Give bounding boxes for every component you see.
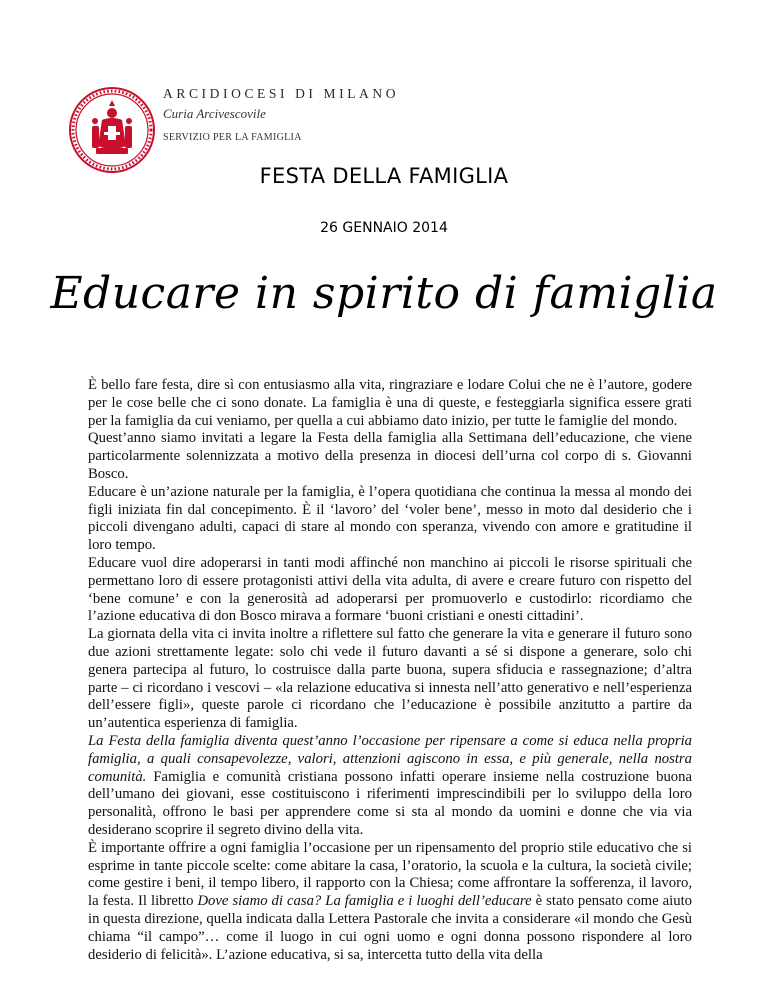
booklet-title: Dove siamo di casa? La famiglia e i luoghi dell’educare [197,893,532,910]
italic-passage: La Festa della famiglia diventa quest’anno l’occasione per ripensare a come si educa nella propria famiglia, a quali consapevolezze, valori, attenzioni agiscono in essa, e più generale, nella nostra comunità. [88,732,692,785]
text-run: Famiglia e comunità cristiana possono infatti operare insieme nella costruzione buona dell’umano dei giovani, esse costituiscono i riferimenti imprescindibili per lo sviluppo della loro personalità, offrono le basi per apprendere come si sta al mondo da uomini e donne che via via desiderano scoprire il segreto divino della vita. [88,768,692,838]
diocese-seal-icon [68,86,156,174]
paragraph [88,840,692,965]
paragraph: La giornata della vita ci invita inoltre a riflettere sul fatto che generare la vita e generare il futuro sono due azioni strettamente legate: solo chi vede il futuro davanti a sé si dispone a generare, solo chi genera partecipa al futuro, lo costruisce dalla parte buona, supera sfiducia e rassegnazione; d’altra parte – ci ricordano i vescovi – «la relazione educativa si innesta nell’atto generativo e nell’esperienza dell’essere figli», queste parole ci ricordano che l’educazione è possibile anzitutto a partire da un’autentica esperienza di famiglia. [88,626,692,732]
paragraph: Educare è un’azione naturale per la famiglia, è l’opera quotidiana che continua la messa al mondo dei figli iniziata fin dal concepimento. È il ‘lavoro’ del ‘voler bene’, messo in moto dal desiderio che i piccoli divengano adulti, capaci di stare al mondo con speranza, vivendo con amore e gratitudine il loro tempo. [88,483,692,554]
service-name: SERVIZIO PER LA FAMIGLIA [163,132,302,143]
paragraph: È bello fare festa, dire sì con entusiasmo alla vita, ringraziare e lodare Colui che ne è l’autore, godere per le cose belle che ci sono donate. La famiglia è una di queste, e festeggiarla significa essere grati per la famiglia da cui veniamo, per quella a cui abbiamo dato inizio, per tutte le famiglie del mondo. [88,377,692,429]
organization-header [163,86,399,143]
organization-subtitle: Curia Arcivescovile [163,106,266,121]
text-run: È importante offrire a ogni famiglia l’occasione per un ripensamento del proprio stile educativo che si esprime in tante piccole scelte: come abitare la casa, l’oratorio, la scuola e la cultura, la società civile; come gestire i beni, il tempo libero, il rapporto con la Chiesa; come affrontare la sofferenza, il lavoro, la festa. Il libretto [88,839,692,910]
body-text [88,377,692,964]
event-date: 26 GENNAIO 2014 [320,220,448,236]
event-title: FESTA DELLA FAMIGLIA [259,164,509,188]
paragraph [88,733,692,840]
paragraph: Quest’anno siamo invitati a legare la Festa della famiglia alla Settimana dell’educazione, che viene particolarmente solennizzata a motivo della presenza in diocesi dell’urna col corpo di s. Giovanni Bosco. [88,430,692,482]
organization-name: ARCIDIOCESI DI MILANO [163,86,400,101]
main-title: Educare in spirito di famiglia [50,268,718,319]
text-run: è stato pensato come aiuto in questa direzione, quella indicata dalla Lettera Pastorale che invita a considerare «il mondo che Gesù chiama “il campo”… come il luogo in cui ogni uomo e ogni donna possono rispondere al loro desiderio di felicità». L’azione educativa, si sa, intercetta tutto della vita della [88,893,692,963]
paragraph: Educare vuol dire adoperarsi in tanti modi affinché non manchino ai piccoli le risorse spirituali che permettano loro di essere protagonisti attivi della vita adulta, di avere e creare futuro con rispetto del ‘bene comune’ e con la generosità ad adoperarsi per promuoverlo e custodirlo: ricordiamo che l’azione educativa di don Bosco mirava a formare ‘buoni cristiani e onesti cittadini’. [88,554,692,625]
